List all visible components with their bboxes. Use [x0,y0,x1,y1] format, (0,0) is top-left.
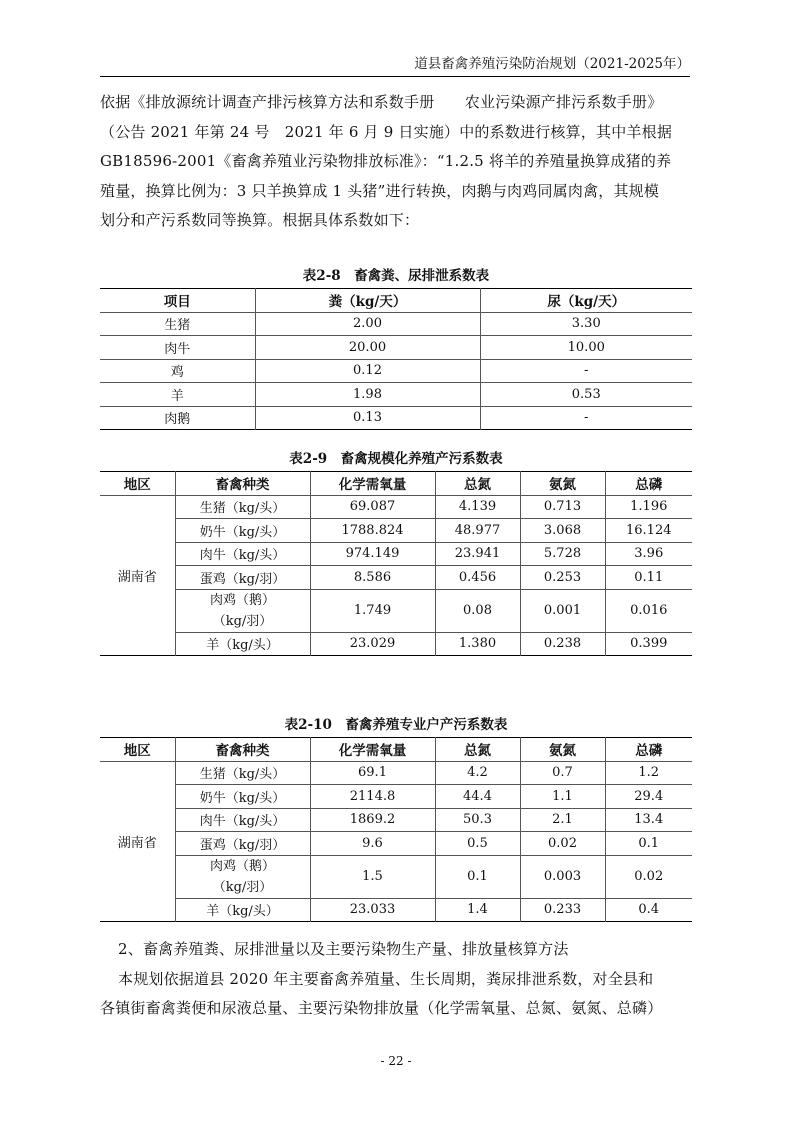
table-row [100,832,692,856]
col-header: 化学需氧量 [310,738,435,762]
table1-caption: 表2-8 畜禽粪、尿排泄系数表 [302,268,490,284]
cell: 1.380 [435,632,520,656]
table-row [100,785,692,809]
intro-line: 依据《排放源统计调查产排污核算方法和系数手册 农业污染源产排污系数手册》 [100,93,663,111]
cell: 0.7 [520,761,605,785]
cell: 0.253 [520,566,605,590]
cell: 1.2 [605,761,692,785]
col-header: 总氮 [435,472,520,496]
cell: 50.3 [435,808,520,832]
cell: - [480,359,692,383]
specialized-household-coefficient-table [100,737,692,922]
table3-caption: 表2-10 畜禽养殖专业户产污系数表 [284,717,508,733]
table-row [100,566,692,590]
col-header: 粪（kg/天） [255,289,480,313]
table-row [100,406,692,430]
table2-caption: 表2-9 畜禽规模化养殖产污系数表 [289,451,503,467]
section-paragraph [100,935,692,1024]
table-row [100,542,692,566]
cell: 23.941 [435,542,520,566]
intro-line: 殖量，换算比例为：3 只羊换算成 1 头猪”进行转换，肉鹅与肉鸡同属肉禽，其规模 [100,181,660,200]
cell: 奶牛（kg/头） [175,519,310,543]
cell: 2.1 [520,808,605,832]
table-header-row [100,738,692,762]
cell: 1.98 [255,383,480,407]
table-row [100,383,692,407]
excretion-coefficient-table [100,288,692,430]
col-header: 畜禽种类 [175,738,310,762]
section-heading: 2、畜禽养殖粪、尿排泄量以及主要污染物生产量、排放量核算方法 [118,940,569,958]
col-header: 化学需氧量 [310,472,435,496]
cell [175,855,310,898]
cell: 0.02 [520,832,605,856]
table-header-row [100,472,692,496]
large-scale-farming-coefficient-table [100,471,692,656]
cell: 肉鹅 [100,406,255,430]
cell: 0.001 [520,589,605,632]
col-header: 畜禽种类 [175,472,310,496]
cell: 生猪 [100,312,255,336]
col-header: 氨氮 [520,472,605,496]
region-cell: 湖南省 [100,495,175,656]
body-line: 各镇街畜禽粪便和尿液总量、主要污染物排放量（化学需氧量、总氮、氨氮、总磷） [100,999,663,1017]
table-row [100,632,692,656]
cell: 0.02 [605,855,692,898]
cell: 0.5 [435,832,520,856]
cell: 8.586 [310,566,435,590]
cell: 0.713 [520,495,605,519]
cell: 3.30 [480,312,692,336]
cell: 0.399 [605,632,692,656]
cell: 1788.824 [310,519,435,543]
table-row [100,519,692,543]
cell: 1869.2 [310,808,435,832]
table-row [100,808,692,832]
cell: 羊（kg/头） [175,898,310,922]
intro-line: 划分和产污系数同等换算。根据具体系数如下： [100,211,420,229]
table-header-row [100,289,692,313]
cell: 16.124 [605,519,692,543]
cell: 羊 [100,383,255,407]
page-number: - 22 - [380,1054,412,1068]
cell: 3.068 [520,519,605,543]
col-header: 总磷 [605,738,692,762]
cell: 48.977 [435,519,520,543]
cell: 1.1 [520,785,605,809]
cell: 奶牛（kg/头） [175,785,310,809]
cell: 0.08 [435,589,520,632]
cell: 0.003 [520,855,605,898]
body-line: 本规划依据道县 2020 年主要畜禽养殖量、生长周期，粪尿排泄系数，对全县和 [118,969,654,988]
cell: 0.456 [435,566,520,590]
cell: 23.033 [310,898,435,922]
cell: 生猪（kg/头） [175,495,310,519]
col-header: 总氮 [435,738,520,762]
table-row [100,359,692,383]
table-row [100,761,692,785]
cell: 蛋鸡（kg/羽） [175,566,310,590]
intro-line: GB18596-2001《畜禽养殖业污染物排放标准》：“1.2.5 将羊的养殖量换算成猪的养 [100,152,672,170]
cell: 肉牛（kg/头） [175,542,310,566]
species-label: 肉鸡（鹅） [209,858,275,874]
col-header: 总磷 [605,472,692,496]
cell: 0.4 [605,898,692,922]
cell: 0.233 [520,898,605,922]
col-header: 地区 [123,477,151,494]
cell: 生猪（kg/头） [175,761,310,785]
cell: 肉牛 [100,336,255,360]
cell: 肉牛（kg/头） [175,808,310,832]
col-header: 地区 [123,743,151,760]
cell: 3.96 [605,542,692,566]
cell: 9.6 [310,832,435,856]
cell: 羊（kg/头） [175,632,310,656]
col-header: 氨氮 [520,738,605,762]
cell: 10.00 [480,336,692,360]
table-row [100,898,692,922]
cell: 69.1 [310,761,435,785]
table-row [100,312,692,336]
cell: 0.53 [480,383,692,407]
col-header: 尿（kg/天） [480,289,692,313]
cell: 13.4 [605,808,692,832]
cell: 0.016 [605,589,692,632]
cell: 0.13 [255,406,480,430]
cell: 0.1 [435,855,520,898]
intro-paragraph [100,88,692,236]
cell: 1.5 [310,855,435,898]
region-cell: 湖南省 [100,761,175,922]
cell: 0.1 [605,832,692,856]
table-row [100,855,692,898]
cell: - [480,406,692,430]
cell: 20.00 [255,336,480,360]
cell: 1.196 [605,495,692,519]
cell: 0.238 [520,632,605,656]
species-unit: （kg/羽） [212,879,273,895]
table-row [100,495,692,519]
cell: 2.00 [255,312,480,336]
cell: 4.2 [435,761,520,785]
cell: 69.087 [310,495,435,519]
cell: 4.139 [435,495,520,519]
table-row [100,336,692,360]
species-label: 肉鸡（鹅） [209,592,275,608]
cell [175,589,310,632]
running-header: 道县畜禽养殖污染防治规划（2021-2025年） [100,52,690,77]
table-row [100,589,692,632]
col-header: 项目 [163,294,191,311]
species-unit: （kg/羽） [212,613,273,629]
intro-line: （公告 2021 年第 24 号 2021 年 6 月 9 日实施）中的系数进行核算，其中羊根据 [100,122,673,141]
cell: 0.11 [605,566,692,590]
cell: 23.029 [310,632,435,656]
cell: 29.4 [605,785,692,809]
cell: 2114.8 [310,785,435,809]
cell: 0.12 [255,359,480,383]
cell: 1.4 [435,898,520,922]
cell: 蛋鸡（kg/羽） [175,832,310,856]
cell: 974.149 [310,542,435,566]
cell: 1.749 [310,589,435,632]
cell: 44.4 [435,785,520,809]
cell: 鸡 [100,359,255,383]
cell: 5.728 [520,542,605,566]
